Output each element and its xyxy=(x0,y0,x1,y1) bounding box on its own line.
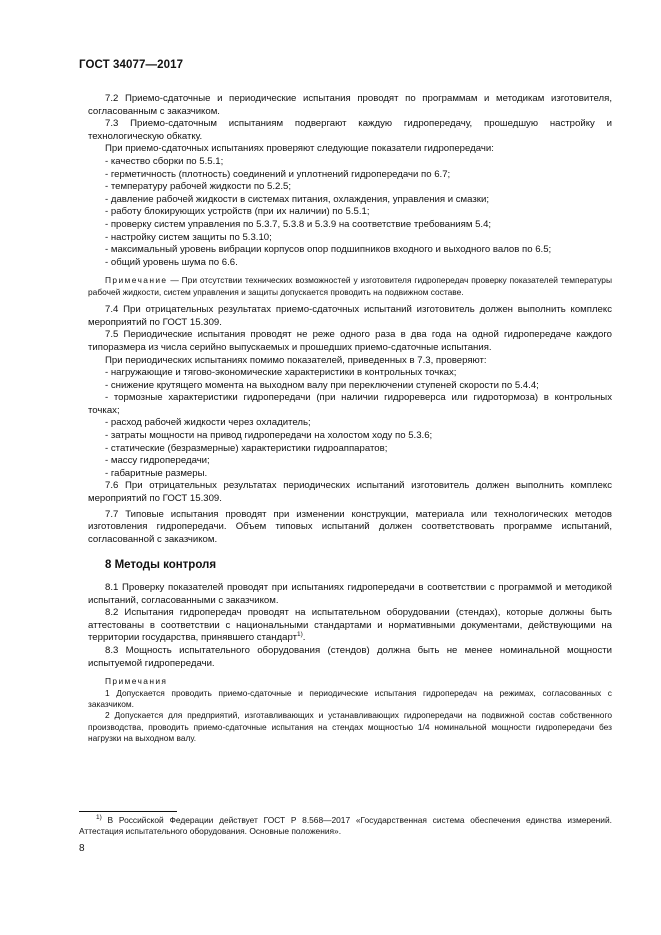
list-item xyxy=(88,257,612,270)
list-item xyxy=(88,219,612,232)
paragraph-text: - температуру рабочей жидкости по 5.2.5; xyxy=(105,181,292,193)
notes-heading: Примечания xyxy=(105,676,168,687)
paragraph-text: 8.1 Проверку показателей проводят при испытаниях гидропередачи в соответствии с программой и методикой испытаний, согласованными с заказчиком. xyxy=(88,582,612,606)
paragraph-text: - давление рабочей жидкости в системах питания, охлаждения, управления и смазки; xyxy=(105,193,489,205)
footnote xyxy=(79,815,612,837)
footnote-divider xyxy=(79,811,177,812)
list-item xyxy=(88,156,612,169)
list-item xyxy=(88,380,612,393)
footnote-mark: 1) xyxy=(96,814,102,822)
list-item xyxy=(88,417,612,430)
list-item xyxy=(88,468,612,481)
note-text: — При отсутствии технических возможностей у изготовителя гидропередач проверку показателей температуры рабочей жидкости, систем управления и защиты допускается проводить на подвижном составе. xyxy=(88,275,612,297)
list-item xyxy=(88,443,612,456)
paragraph-text: При приемо-сдаточных испытаниях проверяют следующие показатели гидропередачи: xyxy=(105,143,494,155)
page-number: 8 xyxy=(79,843,85,854)
paragraph-text: - статические (безразмерные) характеристики гидроаппаратов; xyxy=(105,442,388,454)
footnote-text: В Российской Федерации действует ГОСТ Р 8.568—2017 «Государственная система обеспечения единства измерений. Аттестация испытательного оборудования. Основные положения». xyxy=(79,815,612,837)
paragraph xyxy=(88,645,612,670)
paragraph-text: 7.4 При отрицательных результатах приемо-сдаточных испытаний изготовитель должен выполнить комплекс мероприятий по ГОСТ 15.309. xyxy=(88,304,612,328)
paragraph-text: - затраты мощности на привод гидропередачи на холостом ходу по 5.3.6; xyxy=(105,430,433,442)
note-text: 1 Допускается проводить приемо-сдаточные и периодические испытания гидропередач на режимах, согласованных с заказчиком. xyxy=(88,687,612,709)
paragraph-text: - массу гидропередачи; xyxy=(105,455,210,467)
paragraph xyxy=(88,582,612,607)
note xyxy=(88,275,612,298)
paragraph-text: 7.6 При отрицательных результатах периодических испытаний изготовитель должен выполнить комплекс мероприятий по ГОСТ 15.309. xyxy=(88,480,612,505)
list-item xyxy=(88,169,612,182)
paragraph xyxy=(88,143,612,156)
paragraph-text: 8.2 Испытания гидропередач проводят на испытательном оборудовании (стендах), которые должны быть аттестованы в соответствии с национальными стандартами и нормативными документами, действующими на территории государства, принявшего стандарт xyxy=(88,607,612,644)
paragraph-text: - настройку систем защиты по 5.3.10; xyxy=(105,231,272,243)
list-item xyxy=(88,181,612,194)
note-text: 2 Допускается для предприятий, изготавливающих и устанавливающих гидропередачи на подвижной состав собственного производства, проводить приемо-сдаточные испытания на стендах мощностью 1/4 номинальной мощности гидропередачи без нагрузки на выходном валу. xyxy=(88,710,612,744)
paragraph xyxy=(88,355,612,368)
note xyxy=(88,710,612,744)
paragraph-text: - нагружающие и тягово-экономические характеристики в контрольных точках; xyxy=(105,367,457,379)
paragraph xyxy=(88,304,612,329)
paragraph-text: - тормозные характеристики гидропередачи (при наличии гидрореверса или гидротормоза) в контрольных точках; xyxy=(88,392,612,416)
note xyxy=(88,688,612,711)
paragraph-text: - расход рабочей жидкости через охладитель; xyxy=(105,417,311,429)
footnote-reference: 1) xyxy=(296,631,303,639)
paragraph-text: При периодических испытаниях помимо показателей, приведенных в 7.3, проверяют: xyxy=(105,354,487,366)
paragraph-text: 7.2 Приемо-сдаточные и периодические испытания проводят по программам и методикам изготовителя, согласованным с заказчиком. xyxy=(88,93,612,117)
list-item xyxy=(88,194,612,207)
paragraph-text: 7.3 Приемо-сдаточным испытаниям подвергают каждую гидропередачу, прошедшую настройку и технологическую обкатку. xyxy=(88,118,612,142)
paragraph-text: - снижение крутящего момента на выходном валу при переключении ступеней скорости по 5.4.4; xyxy=(105,379,539,391)
section-title: 8 Методы контроля xyxy=(105,559,217,572)
paragraph-text: - максимальный уровень вибрации корпусов опор подшипников входного и выходного валов по 6.5; xyxy=(105,244,552,256)
list-item xyxy=(88,367,612,380)
list-item xyxy=(88,455,612,468)
paragraph-text: - проверку систем управления по 5.3.7, 5.3.8 и 5.3.9 на соответствие требованиям 5.4; xyxy=(105,218,492,230)
paragraph-text: 8.3 Мощность испытательного оборудования (стендов) должна быть не менее номинальной мощности испытуемой гидропередачи. xyxy=(88,644,612,669)
list-item xyxy=(88,430,612,443)
list-item xyxy=(88,392,612,417)
paragraph xyxy=(88,509,612,547)
paragraph-text: 7.7 Типовые испытания проводят при изменении конструкции, материала или технологических методов изготовления гидропередачи. Объем типовых испытаний должен соответствовать программе испытаний, согласованной с заказчиком. xyxy=(88,508,612,545)
paragraph-text: - герметичность (плотность) соединений и уплотнений гидропередачи по 6.7; xyxy=(105,168,451,180)
standard-header: ГОСТ 34077—2017 xyxy=(79,59,184,71)
paragraph-tail: . xyxy=(302,632,306,644)
paragraph xyxy=(88,329,612,354)
note-label: Примечание xyxy=(105,275,168,286)
paragraph xyxy=(88,118,612,143)
document-body xyxy=(88,93,612,745)
paragraph-text: - габаритные размеры. xyxy=(105,467,208,479)
paragraph-text: - качество сборки по 5.5.1; xyxy=(105,155,224,167)
paragraph xyxy=(88,93,612,118)
list-item xyxy=(88,206,612,219)
paragraph-text: - общий уровень шума по 6.6. xyxy=(105,256,238,268)
list-item xyxy=(88,244,612,257)
paragraph-text: - работу блокирующих устройств (при их наличии) по 5.5.1; xyxy=(105,206,370,218)
paragraph xyxy=(88,480,612,505)
paragraph xyxy=(88,607,612,645)
list-item xyxy=(88,232,612,245)
paragraph-text: 7.5 Периодические испытания проводят не реже одного раза в два года на одной гидропередаче каждого типоразмера из числа серийно выпускаемых и прошедших приемо-сдаточные испытания. xyxy=(88,329,612,353)
